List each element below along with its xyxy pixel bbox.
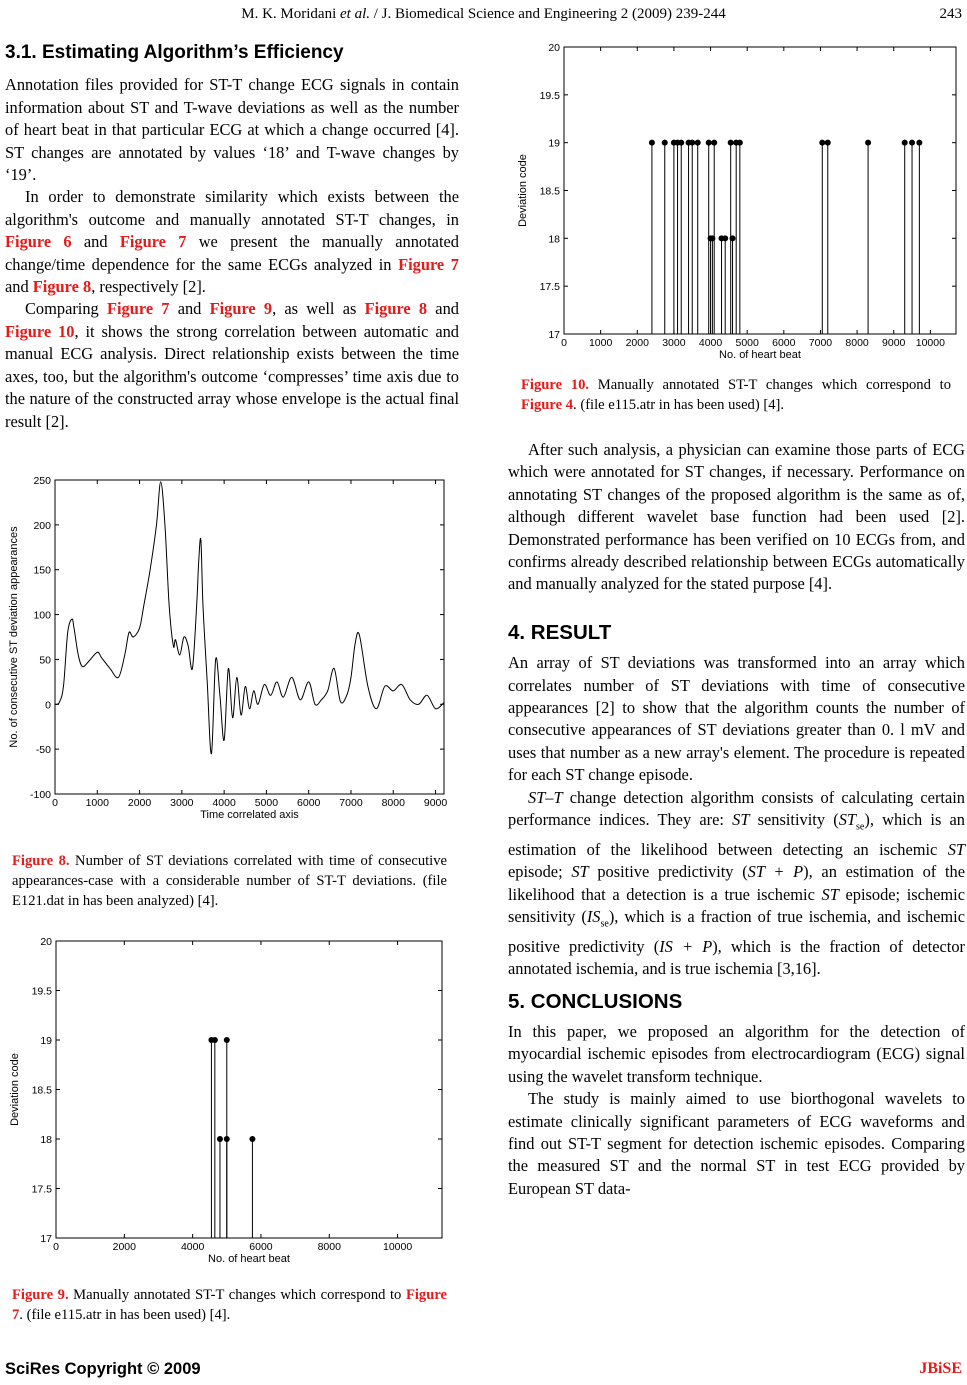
data-point (728, 140, 734, 146)
x-tick-label: 3000 (170, 797, 194, 809)
data-point (662, 140, 668, 146)
data-point (695, 140, 701, 146)
y-tick-label: 17.5 (31, 1183, 52, 1196)
paragraph-result: An array of ST deviations was transformed into an array which correlates number of ST deviations with time of consecutive appearances [2] to show that the algorithm counts the number of consecutive appearances of ST deviations greater than 0. l mV and uses that number as a new array's element. The procedure is repeated for each ST change episode. (508, 653, 965, 785)
x-tick-label: 9000 (882, 337, 906, 349)
footer-copyright: SciRes Copyright © 2009 (5, 1360, 201, 1378)
x-axis-label: No. of heart beat (208, 1253, 290, 1265)
data-point (678, 140, 684, 146)
ref-figure-8[interactable]: Figure 8 (32, 277, 92, 297)
data-point (916, 140, 922, 146)
x-tick-label: 0 (53, 1241, 59, 1253)
y-tick-label: 19 (40, 1035, 52, 1047)
paragraph-conclusion-2: The study is mainly aimed to use biorthogonal wavelets to estimate clinically significant parameters of ECG waveforms and find out ST-T segment for detection ischemic episodes. Comparing the measured ST and the normal ST in test ECG provided by European ST data- (508, 1089, 965, 1198)
plot-frame (55, 480, 444, 794)
x-tick-label: 9000 (423, 797, 448, 809)
data-point (689, 140, 695, 146)
x-tick-label: 0 (52, 797, 58, 809)
plot-frame (564, 47, 956, 334)
y-tick-label: 18.5 (31, 1084, 52, 1097)
x-tick-label: 4000 (180, 1241, 205, 1253)
x-tick-label: 8000 (317, 1241, 341, 1253)
figure-8-chart (0, 470, 460, 830)
paragraph-comparing: Comparing Figure 7 and Figure 9, as well as Figure 8 and Figure 10, it shows the strong correlation between automatic and manual ECG analysis. Direct relationship exists between the time axes, too, but the algorithm's outcome ‘compresses’ time axis due to the nature of the constructed array whose envelope is the actual final result [2]. (5, 299, 460, 431)
y-tick-label: 100 (33, 609, 51, 622)
data-point (909, 140, 915, 146)
data-point (649, 140, 655, 146)
y-tick-label: 17 (40, 1233, 52, 1245)
footer-journal: JBiSE (919, 1360, 962, 1377)
y-tick-label: 19 (548, 137, 560, 150)
x-tick-label: 4000 (698, 337, 723, 349)
y-tick-label: 20 (40, 936, 52, 948)
x-axis-label: No. of heart beat (719, 349, 801, 361)
ref-figure-7[interactable]: Figure 7 (106, 299, 170, 319)
ref-figure-8[interactable]: Figure 8 (364, 299, 428, 319)
ref-figure-9[interactable]: Figure 9 (209, 299, 273, 319)
figure-10-plot (517, 42, 956, 361)
y-tick-label: 18.5 (539, 185, 560, 198)
x-tick-label: 1000 (588, 337, 613, 349)
data-point (825, 140, 831, 146)
data-point (902, 140, 908, 146)
x-tick-label: 10000 (915, 337, 945, 349)
y-tick-label: 18 (548, 233, 560, 246)
data-point (730, 235, 736, 241)
y-tick-label: 17 (548, 329, 560, 341)
y-tick-label: -100 (29, 789, 51, 801)
x-tick-label: 6000 (772, 337, 796, 349)
section-heading-5: 5. CONCLUSIONS (508, 989, 683, 1013)
section-heading-4: 4. RESULT (508, 620, 612, 644)
x-tick-label: 5000 (254, 797, 279, 809)
ref-figure-7[interactable]: Figure 7 (119, 232, 187, 252)
data-point (819, 140, 825, 146)
figure-10-caption: Figure 10. Manually annotated ST-T changes which correspond to Figure 4. (file e115.atr in has been used) [4]. (521, 377, 951, 413)
y-tick-label: 50 (39, 654, 51, 667)
ref-figure-7[interactable]: Figure 7 (398, 254, 459, 274)
plot-frame (56, 941, 442, 1238)
data-point (217, 1136, 223, 1142)
data-point (711, 140, 717, 146)
x-tick-label: 2000 (625, 337, 649, 349)
y-tick-label: 17.5 (539, 281, 560, 294)
x-tick-label: 5000 (735, 337, 759, 349)
y-axis-label: Deviation code (517, 154, 529, 227)
y-axis-label: Deviation code (9, 1053, 21, 1126)
y-tick-label: 19.5 (539, 89, 560, 102)
y-tick-label: 18 (40, 1134, 52, 1146)
x-tick-label: 4000 (212, 797, 236, 809)
x-tick-label: 3000 (662, 337, 686, 349)
figure-8-plot (8, 475, 447, 821)
ref-figure-7[interactable]: Figure 7 (12, 1287, 448, 1323)
x-tick-label: 2000 (112, 1241, 136, 1253)
data-point (722, 235, 728, 241)
running-header (0, 6, 967, 23)
x-tick-label: 0 (561, 337, 567, 349)
x-tick-label: 6000 (249, 1241, 273, 1253)
header-etal: et al. (340, 6, 370, 22)
figure-9-caption: Figure 9. Manually annotated ST-T changes which correspond to Figure 7. (file e115.atr in has been used) [4]. (12, 1287, 448, 1323)
paragraph-indices: ST–T change detection algorithm consists of calculating certain performance indices. They are: ST sensitivity $(ST_{se})$, which is an estimation of the likelihood between detecting an ischemic ST episode; ST positive predictivity (ST + P), an estimation of the likelihood that a detection is a true ischemic ST episode; ischemic sensitivity $(IS_{se})$, which is a fraction of true ischemia, and ischemic positive predictivity (IS + P), which is the fraction of detector annotated ischemia, and is true ischemia [3,16]. (508, 787, 966, 979)
x-axis-label: Time correlated axis (200, 809, 299, 821)
x-tick-label: 8000 (845, 337, 869, 349)
right-column-text (508, 439, 965, 1200)
x-tick-label: 10000 (382, 1241, 413, 1253)
data-point (224, 1037, 230, 1043)
y-tick-label: 250 (33, 475, 51, 487)
figure-9-plot (9, 936, 442, 1265)
figure-10-chart (508, 36, 967, 366)
paragraph-conclusion-1: In this paper, we proposed an algorithm for the detection of myocardial ischemic episodes from electrocardiogram (ECG) signal using the wavelet transform technique. (508, 1021, 965, 1086)
x-tick-label: 1000 (85, 797, 109, 809)
x-tick-label: 2000 (127, 797, 152, 809)
ref-figure-10[interactable]: Figure 10 (5, 321, 75, 341)
data-point (737, 140, 743, 146)
data-point (706, 140, 712, 146)
x-tick-label: 7000 (339, 797, 363, 809)
paragraph-after-analysis: After such analysis, a physician can examine those parts of ECG which were annotated for ST changes, if necessary. Performance on annotating ST changes of the proposed algorithm is the same as of, although different wavelet base function had been used [2]. Demonstrated performance has been verified on 10 ECGs from, and confirms already described relationship between ECGs automatically and manually analyzed for the stated purpose [4]. (508, 440, 965, 594)
figure-9-chart (0, 930, 460, 1275)
page-number: 243 (939, 6, 962, 22)
header-journal: / J. Biomedical Science and Engineering 2 (2009) 239-244 (373, 6, 726, 22)
figure-8-caption: Figure 8. Number of ST deviations correlated with time of consecutive appearances-case with a considerable number of ST-T deviations. (file E121.dat in has been analyzed) [4]. (12, 853, 448, 909)
x-tick-label: 8000 (381, 797, 405, 809)
ref-figure-6[interactable]: Figure 6 (5, 232, 72, 252)
data-point (865, 140, 871, 146)
y-axis-label: No. of consecutive ST deviation appearances (8, 526, 20, 748)
data-point (212, 1037, 218, 1043)
y-tick-label: 0 (45, 699, 51, 712)
paragraph-annotation-files: Annotation files provided for ST-T change ECG signals in contain information about ST and T-wave deviations as well as the number of heart beat in that particular ECG at which a change occurred [4]. ST changes are annotated by values ‘18’ and T-wave changes by ‘19’. (5, 75, 459, 185)
y-tick-label: 200 (33, 519, 51, 532)
y-tick-label: 19.5 (31, 985, 52, 998)
x-tick-label: 7000 (808, 337, 833, 349)
section-heading-3-1: 3.1. Estimating Algorithm’s Efficiency (5, 42, 344, 63)
ref-figure-4[interactable]: Figure 4 (521, 397, 574, 413)
y-tick-label: 20 (548, 42, 560, 54)
y-tick-label: 150 (33, 564, 51, 577)
x-tick-label: 6000 (297, 797, 321, 809)
header-authors: M. K. Moridani (241, 6, 337, 22)
left-column-text (5, 42, 459, 433)
y-tick-label: -50 (35, 744, 51, 757)
paragraph-similarity: In order to demonstrate similarity which exists between the algorithm's outcome and manually annotated ST-T changes, in Figure 6 and Figure 7 we present the manually annotated change/time dependence for the same ECGs analyzed in Figure 7 and Figure 8, respectively [2]. (5, 187, 459, 297)
data-point (249, 1136, 255, 1142)
